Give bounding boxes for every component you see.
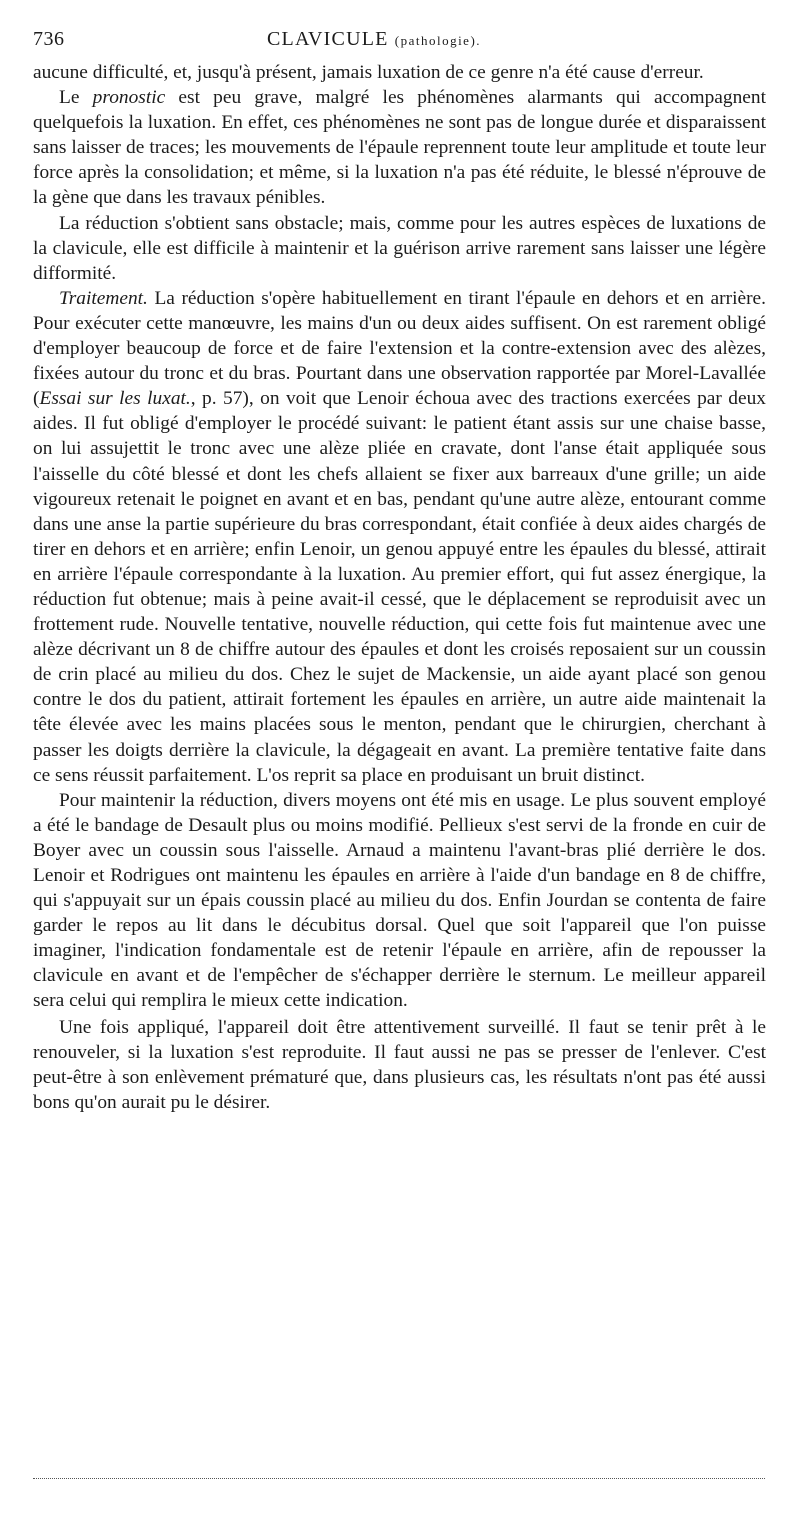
- pronostic-term: pronostic: [92, 87, 166, 109]
- running-title-main: CLAVICULE: [267, 28, 389, 50]
- running-title-sub: (pathologie).: [394, 33, 482, 48]
- paragraph-maintien: Pour maintenir la réduction, divers moyens ont été mis en usage. Le plus souvent employé a été le bandage de Desault plus ou moins modifié. Pellieux s'est servi de la fronde en cuir de Boyer avec un coussin sous l'aisselle. Arnaud a maintenu l'avant-bras plié derrière le dos. Lenoir et Rodrigues ont maintenu les épaules en arrière à l'aide d'un bandage en 8 de chiffre, qui s'appuyait sur un épais coussin placé au milieu du dos. Enfin Jourdan se contenta de faire garder le repos au lit dans le décubitus dorsal. Quel que soit l'appareil que l'on puisse imaginer, l'indication fondamentale est de retenir l'épaule en arrière, afin de repousser la clavicule en avant et de l'empêcher de s'échapper derrière le sternum. Le meilleur appareil sera celui qui remplira le mieux cette indication.: [33, 789, 766, 1012]
- body-text: [33, 60, 766, 1115]
- paragraph-pronostic: [33, 85, 766, 210]
- traitement-reference: Essai sur les luxat.: [39, 388, 191, 410]
- paragraph-reduction: La réduction s'obtient sans obstacle; mais, comme pour les autres espèces de luxations de la clavicule, elle est difficile à maintenir et la guérison arrive rarement sans laisser une légère difformité.: [33, 212, 766, 284]
- paragraph-continuation: aucune difficulté, et, jusqu'à présent, jamais luxation de ce genre n'a été cause d'erreur.: [33, 62, 704, 83]
- paragraph-traitement: [33, 286, 766, 788]
- page-number: 736: [33, 28, 65, 50]
- traitement-term: Traitement.: [59, 287, 148, 309]
- running-header: [33, 28, 766, 60]
- paragraph-surveillance: Une fois appliqué, l'appareil doit être attentivement surveillé. Il faut se tenir prêt à le renouveler, si la luxation s'est reproduite. Il faut aussi ne pas se presser de l'enlever. C'est peut-être à son enlèvement prématuré que, dans plusieurs cas, les résultats n'ont pas été aussi bons qu'on aurait pu le désirer.: [33, 1016, 766, 1113]
- traitement-text-a: La réduction s'opère habituellement en tirant l'épaule en dehors et en arrière. Pour exécuter cette manœuvre, les mains d'un ou deux aides suffisent. On est rarement obligé d'employer beaucoup de force et de faire l'extension et la contre-extension avec des alèzes, fixées autour du tronc et du bras. Pourtant dans une observation rapportée par Morel-Lavallée (: [33, 287, 766, 410]
- traitement-text-b: , p. 57), on voit que Lenoir échoua avec des tractions exercées par deux aides. Il fut obligé d'employer le procédé suivant: le patient étant assis sur une chaise basse, on lui assujettit le tronc avec une alèze pliée en cravate, dont l'anse était appliquée sous l'aisselle du côté blessé et dont les chefs allaient se fixer aux barreaux d'une grille; un aide vigoureux retenait le poignet en avant et en bas, pendant qu'une autre alèze, entourant comme dans une anse la partie supérieure du bras correspondant, était confiée à deux aides chargés de tirer en dehors et en arrière; enfin Lenoir, un genou appuyé entre les épaules du blessé, attirait en arrière l'épaule correspondante à la luxation. Au premier effort, qui fut assez énergique, la réduction fut obtenue; mais à peine avait-il cessé, que le déplacement se reproduisit avec un frottement rude. Nouvelle tentative, nouvelle réduction, qui cette fois fut maintenue avec une alèze décrivant un 8 de chiffre autour des épaules et dont les croisés reposaient sur un coussin de crin placé au milieu du dos. Chez le sujet de Mackensie, un aide ayant placé son genou contre le dos du patient, attirait fortement les épaules en arrière, un autre aide maintenait la tête élevée avec les mains placées sous le menton, pendant que le chirurgien, cherchant à passer les doigts derrière la clavicule, la dégageait en avant. La première tentative faite dans ce sens réussit parfaitement. L'os reprit sa place en produisant un bruit distinct.: [33, 388, 766, 786]
- pronostic-lead: Le: [59, 87, 93, 109]
- running-title: [267, 28, 481, 51]
- footer-dotted-rule: [33, 1478, 765, 1479]
- pronostic-text: est peu grave, malgré les phénomènes alarmants qui accompagnent quelquefois la luxation. En effet, ces phénomènes ne sont pas de longue durée et disparaissent sans laisser de traces; les mouvements de l'épaule reprennent toute leur amplitude et toute leur force après la consolidation; et même, si la luxation n'a pas été réduite, le blessé n'éprouve de la gène que dans les travaux pénibles.: [33, 87, 766, 209]
- book-page: [33, 28, 766, 1115]
